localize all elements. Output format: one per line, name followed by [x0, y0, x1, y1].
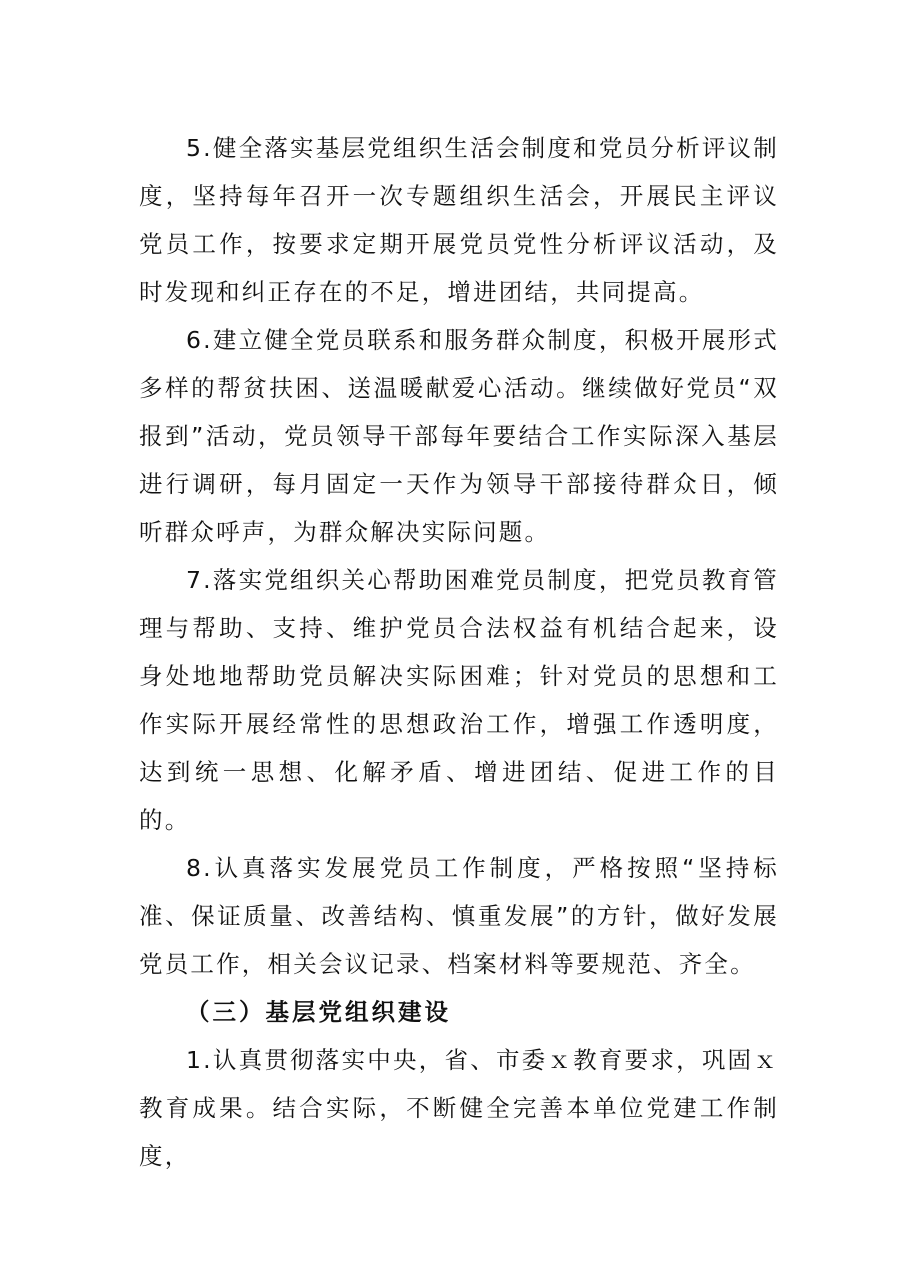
- paragraph-8: 8.认真落实发展党员工作制度，严格按照“坚持标准、保证质量、改善结构、慎重发展”的方针，做好发展党员工作，相关会议记录、档案材料等要规范、齐全。: [139, 854, 779, 978]
- paragraph-7: 7.落实党组织关心帮助困难党员制度，把党员教育管理与帮助、支持、维护党员合法权益有机结合起来，设身处地地帮助党员解决实际困难；针对党员的思想和工作实际开展经常性的思想政治工作，增强工作透明度，达到统一思想、化解矛盾、增进团结、促进工作的目的。: [139, 566, 779, 834]
- section-heading: （三）基层党组织建设: [186, 998, 451, 1026]
- document-body: [139, 124, 779, 1180]
- paragraph-section3-1: 1.认真贯彻落实中央，省、市委ｘ教育要求，巩固ｘ教育成果。结合实际，不断健全完善本单位党建工作制度，: [139, 1046, 779, 1170]
- paragraph-5: 5.健全落实基层党组织生活会制度和党员分析评议制度，坚持每年召开一次专题组织生活会，开展民主评议党员工作，按要求定期开展党员党性分析评议活动，及时发现和纠正存在的不足，增进团结，共同提高。: [139, 134, 779, 306]
- paragraph-6: 6.建立健全党员联系和服务群众制度，积极开展形式多样的帮贫扶困、送温暖献爱心活动。继续做好党员“双报到”活动，党员领导干部每年要结合工作实际深入基层进行调研，每月固定一天作为领导干部接待群众日，倾听群众呼声，为群众解决实际问题。: [139, 326, 779, 546]
